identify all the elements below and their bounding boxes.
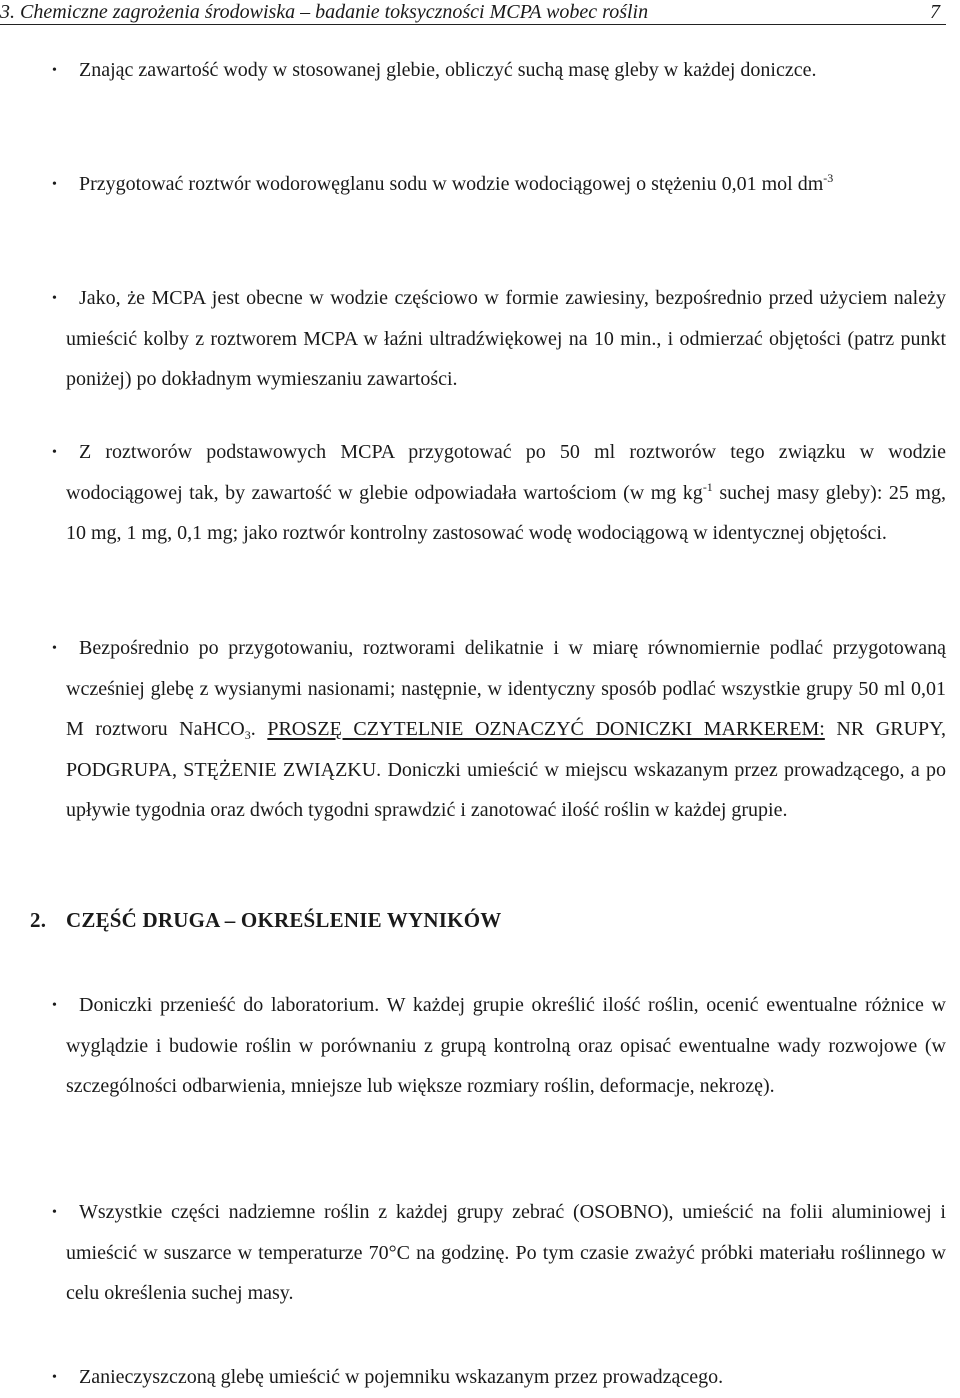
item-text-continued: suchej masy gleby): 25 mg, 10 mg, 1 mg, 0,1 mg; jako roztwór kontrolny zastosować wodę wodociągową w identycznej objętości. (66, 481, 946, 544)
superscript: -3 (823, 171, 834, 185)
section-number: 2. (30, 908, 47, 932)
list-item-sodium-bicarbonate (66, 164, 946, 205)
item-text: Wszystkie części nadziemne roślin z każdej grupy zebrać (OSOBNO), umieścić na folii aluminiowej i umieścić w suszarce w temperaturze 70°C na godzinę. Po tym czasie zważyć próbki materiału roślinnego w celu określenia suchej masy. (66, 1201, 946, 1304)
bullet-marker: • (52, 445, 57, 460)
list-item-soil-disposal (66, 1357, 946, 1398)
item-text: Z roztworów podstawowych MCPA przygotować po 50 ml roztworów tego związku w wodzie wodociągowej tak, by zawartość w glebie odpowiadała wartościom (w mg kg (66, 441, 946, 504)
page-header (0, 0, 946, 25)
list-item-drying (66, 1192, 946, 1314)
page-number: 7 (930, 1, 940, 23)
bullet-marker: • (52, 291, 57, 306)
subscript: 3 (244, 728, 251, 742)
item-text: Zanieczyszczoną glebę umieścić w pojemniku wskazanym przez prowadzącego. (79, 1366, 724, 1388)
item-text: Doniczki przenieść do laboratorium. W każdej grupie określić ilość roślin, ocenić ewentualne różnice w wyglądzie i budowie roślin w porównaniu z grupą kontrolną oraz opisać ewentualne wady rozwojowe (w szczególności odbarwienia, mniejsze lub większe rozmiary roślin, deformacje, nekrozę). (66, 994, 946, 1097)
list-item-laboratory (66, 985, 946, 1107)
item-text-continued: . (250, 718, 268, 740)
item-text: Znając zawartość wody w stosowanej glebie, obliczyć suchą masę gleby w każdej doniczce. (79, 59, 817, 81)
superscript: -1 (702, 479, 713, 494)
item-text: Bezpośrednio po przygotowaniu, roztworami delikatnie i w miarę równomiernie podlać przygotowaną wcześniej glebę z wysianymi nasionami; następnie, w identyczny sposób podlać wszystkie grupy 50 ml 0,01 M roztworu NaHCO (66, 637, 946, 740)
header-title: 3. Chemiczne zagrożenia środowiska – badanie toksyczności MCPA wobec roślin (0, 1, 649, 23)
item-text-tail: NR GRUPY, PODGRUPA, STĘŻENIE ZWIĄZKU. Doniczki umieścić w miejscu wskazanym przez prowadzącego, a po upływie tygodnia oraz dwóch tygodni sprawdzić i zanotować ilość roślin w każdej grupie. (66, 718, 947, 821)
bullet-marker: • (52, 998, 57, 1013)
section-heading (30, 905, 501, 935)
list-item-mcpa-solutions (66, 432, 946, 554)
item-text: Przygotować roztwór wodorowęglanu sodu w wodzie wodociągowej o stężeniu 0,01 mol dm (79, 173, 824, 195)
bullet-marker: • (52, 1205, 57, 1220)
bullet-marker: • (52, 177, 57, 192)
bullet-marker: • (52, 641, 57, 656)
list-item-watering (66, 628, 946, 831)
section-title: CZĘŚĆ DRUGA – OKREŚLENIE WYNIKÓW (66, 908, 502, 932)
item-text: Jako, że MCPA jest obecne w wodzie częściowo w formie zawiesiny, bezpośrednio przed użyciem należy umieścić kolby z roztworem MCPA w łaźni ultradźwiękowej na 10 min., i odmierzać objętości (patrz punkt poniżej) po dokładnym wymieszaniu zawartości. (66, 287, 946, 390)
list-item-ultrasonic-bath (66, 278, 946, 400)
list-item-dry-mass (66, 50, 946, 91)
bullet-marker: • (52, 1370, 57, 1385)
bullet-marker: • (52, 63, 57, 78)
underlined-instruction: PROSZĘ CZYTELNIE OZNACZYĆ DONICZKI MARKEREM: (267, 718, 825, 740)
